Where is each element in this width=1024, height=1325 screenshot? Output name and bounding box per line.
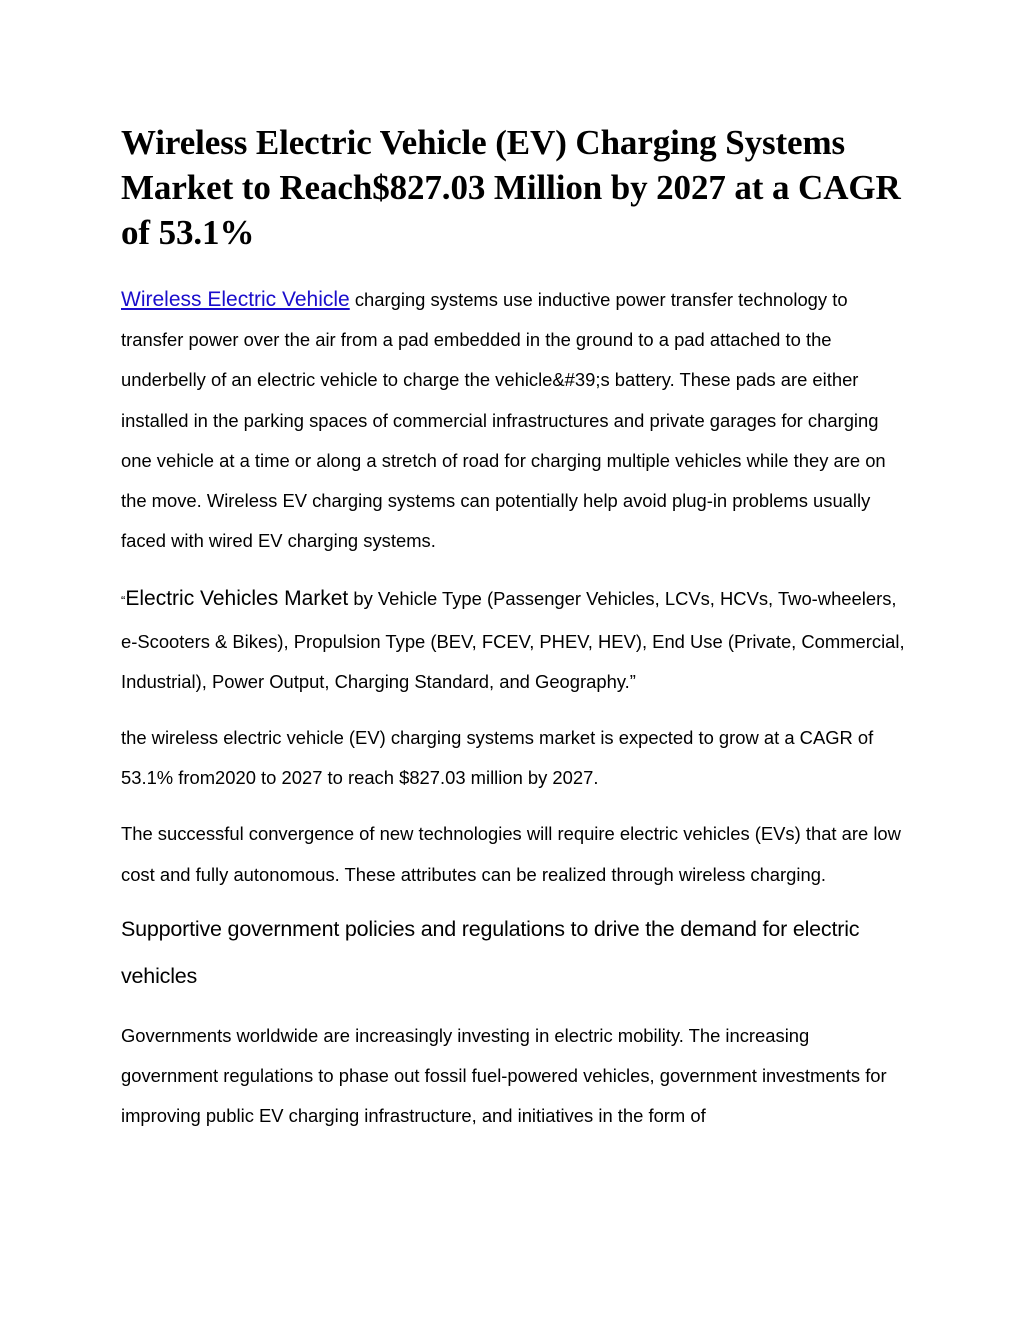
paragraph-intro-text: charging systems use inductive power transfer technology to transfer power over the air from a pad embedded in the ground to a pad attached to the underbelly of an electric vehicle to charge the vehicle&#39;s battery. These pads are either installed in the parking spaces of commercial infrastructures and private garages for charging one vehicle at a time or along a stretch of road for charging multiple vehicles while they are on the move. Wireless EV charging systems can potentially help avoid plug-in problems usually faced with wired EV charging systems.	[121, 289, 886, 552]
paragraph-growth: the wireless electric vehicle (EV) charging systems market is expected to grow at a CAGR of 53.1% from2020 to 2027 to reach $827.03 million by 2027.	[121, 727, 874, 789]
paragraph-convergence: The successful convergence of new technologies will require electric vehicles (EVs) that are low cost and fully autonomous. These attributes can be realized through wireless charging.	[121, 823, 901, 885]
open-quote: “	[121, 593, 126, 609]
paragraph-intro	[121, 280, 911, 561]
paragraph-market-report	[121, 579, 911, 702]
paragraph-government: Governments worldwide are increasingly investing in electric mobility. The increasing government regulations to phase out fossil fuel-powered vehicles, government investments for improving public EV charging infrastructure, and initiatives in the form of	[121, 1024, 887, 1127]
section-subheading: Supportive government policies and regulations to drive the demand for electric vehicles	[121, 916, 860, 988]
wireless-electric-vehicle-link[interactable]: Wireless Electric Vehicle	[121, 288, 350, 311]
paragraph-market-report-text: by Vehicle Type (Passenger Vehicles, LCVs, HCVs, Two-wheelers, e-Scooters & Bikes), Propulsion Type (BEV, FCEV, PHEV, HEV), End Use (Private, Commercial, Industrial), Power Output, Charging Standard, and Geography.”	[121, 588, 905, 692]
electric-vehicles-market-term: Electric Vehicles Market	[125, 587, 349, 611]
document-title: Wireless Electric Vehicle (EV) Charging Systems Market to Reach$827.03 Million by 2027 at a CAGR of 53.1%	[121, 123, 901, 252]
document-page	[121, 120, 911, 1136]
